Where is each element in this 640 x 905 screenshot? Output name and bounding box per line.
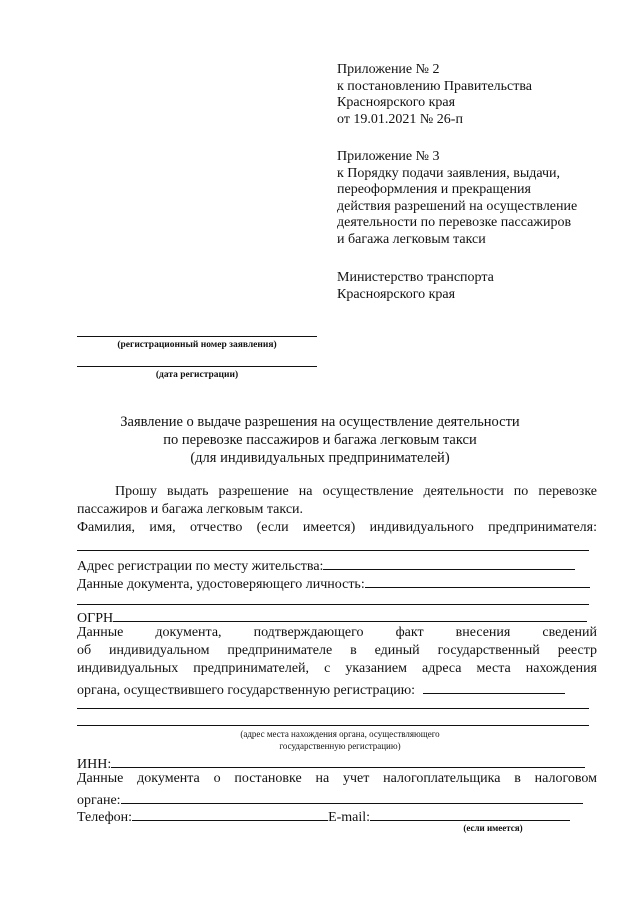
- registration-number-caption: (регистрационный номер заявления): [117, 340, 277, 350]
- tax-line-1: Данные документа о постановке на учет налогоплательщика в налоговом: [77, 771, 597, 786]
- appendix-2-line-2: к постановлению Правительства: [337, 78, 533, 94]
- title-line-3: (для индивидуальных предпринимателей): [190, 450, 450, 466]
- application-title: [0, 413, 640, 467]
- appendix-2-line-1: Приложение № 2: [337, 62, 440, 77]
- appendix-2-line-3: Красноярского края: [337, 95, 456, 110]
- appendix-2-line-4: от 19.01.2021 № 26-п: [337, 111, 463, 127]
- identity-row: [77, 573, 590, 593]
- registration-number-line[interactable]: [77, 336, 317, 337]
- ogrn-label: ОГРН: [77, 611, 114, 626]
- registration-date-caption: (дата регистрации): [155, 370, 239, 380]
- appendix-2-block: [337, 62, 532, 128]
- inn-label: ИНН:: [77, 757, 112, 772]
- ministry-line-1: Министерство транспорта: [337, 270, 494, 285]
- org-address-caption-line-1: (адрес места нахождения органа, осуществляющего: [240, 729, 440, 739]
- registry-doc-field-line-2[interactable]: [77, 708, 589, 709]
- appendix-3-block: [337, 149, 577, 248]
- inn-field[interactable]: [111, 753, 585, 768]
- title-line-1: Заявление о выдаче разрешения на осуществление деятельности: [120, 414, 520, 430]
- email-field[interactable]: [370, 806, 570, 821]
- tax-line-2: органе:: [77, 793, 121, 808]
- ogrn-field[interactable]: [113, 607, 587, 622]
- appendix-3-line-1: Приложение № 3: [337, 149, 440, 164]
- fio-label: Фамилия, имя, отчество (если имеется) индивидуального предпринимателя:: [77, 520, 597, 535]
- phone-label: Телефон:: [77, 810, 133, 825]
- appendix-3-line-2: к Порядку подачи заявления, выдачи,: [337, 165, 561, 181]
- registry-org-address-field[interactable]: [77, 725, 589, 726]
- phone-field[interactable]: [132, 806, 328, 821]
- registry-doc-field[interactable]: [423, 679, 565, 694]
- fio-field[interactable]: [77, 550, 589, 551]
- appendix-3-line-4: действия разрешений на осуществление: [337, 198, 578, 214]
- doc-line-3: индивидуальных предпринимателей, с указанием адреса места нахождения: [77, 661, 597, 676]
- email-label: E-mail:: [328, 810, 371, 825]
- appendix-3-line-5: деятельности по перевозке пассажиров: [337, 215, 572, 230]
- address-field[interactable]: [323, 555, 575, 570]
- doc-line-1: Данные документа, подтверждающего факт внесения сведений: [77, 625, 597, 640]
- identity-label: Данные документа, удостоверяющего личность:: [77, 577, 365, 592]
- tax-doc-field[interactable]: [121, 789, 583, 804]
- appendix-3-line-3: переоформления и прекращения: [337, 182, 531, 197]
- request-line-1: Прошу выдать разрешение на осуществление деятельности по перевозке: [115, 484, 597, 499]
- registration-date-line[interactable]: [77, 366, 317, 367]
- address-label: Адрес регистрации по месту жительства:: [77, 559, 324, 574]
- identity-field[interactable]: [365, 573, 590, 588]
- doc-line-4-row: [77, 679, 565, 699]
- ministry-block: [337, 270, 494, 303]
- appendix-3-line-6: и багажа легковым такси: [337, 231, 486, 247]
- inn-row: [77, 753, 585, 773]
- identity-field-extra-line[interactable]: [77, 604, 589, 605]
- address-row: [77, 555, 575, 575]
- request-line-2: пассажиров и багажа легковым такси.: [77, 502, 304, 517]
- org-address-caption-line-2: государственную регистрацию): [279, 741, 401, 751]
- ogrn-row: [77, 607, 587, 627]
- doc-line-2: об индивидуальном предпринимателе в единый государственный реестр: [77, 643, 597, 658]
- doc-line-4: органа, осуществившего государственную регистрацию:: [77, 683, 416, 698]
- title-line-2: по перевозке пассажиров и багажа легковым такси: [163, 432, 477, 448]
- ministry-line-2: Красноярского края: [337, 286, 456, 302]
- email-caption: (если имеется): [463, 823, 523, 833]
